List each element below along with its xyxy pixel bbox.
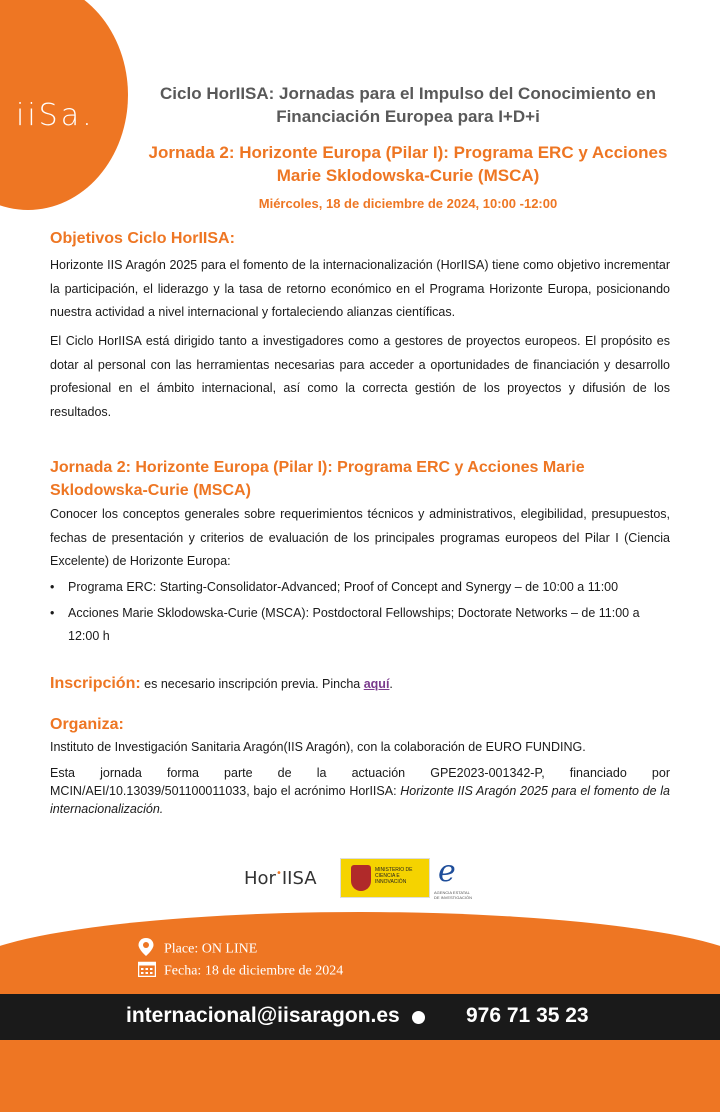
agencia-logo (434, 856, 474, 900)
separator-dot (412, 1011, 425, 1024)
objetivos-title: Objetivos Ciclo HorIISA: (50, 230, 235, 247)
iisa-logo: iiSa. (16, 98, 95, 133)
inscripcion-text: es necesario inscripción previa. Pincha (140, 677, 364, 691)
program-list (50, 576, 670, 651)
fecha-row (138, 961, 343, 982)
calendar-icon (138, 961, 156, 982)
inscripcion-end: . (389, 677, 393, 691)
program-item-erc: • Programa ERC: Starting-Consolidator-Advanced; Proof of Concept and Synergy – de 10:00 a 11:00 (50, 576, 670, 600)
event-date: Miércoles, 18 de diciembre de 2024, 10:00 -12:00 (258, 196, 558, 211)
horiisa-logo: Hor•IISA (244, 868, 317, 889)
ministry-label: MINISTERIO DE CIENCIA E INNOVACIÓN (375, 867, 413, 885)
jornada-intro: Conocer los conceptos generales sobre requerimientos técnicos y administrativos, elegibilidad, presupuestos, fechas de presentación y criterios de evaluación de los principales programas europeos del Pilar I (Ciencia Excelente) de Horizonte Europa: (50, 507, 670, 568)
contact-phone[interactable]: 976 71 35 23 (466, 1004, 589, 1027)
objetivos-paragraph-2: El Ciclo HorIISA está dirigido tanto a investigadores como a gestores de proyectos europeos. El propósito es dotar al personal con las herramientas necesarias para acceder a oportunidades de financiación y desarrollo profesional en el ámbito internacional, así como la correcta gestión de los proyectos y difusión de los resultados. (50, 334, 670, 419)
jornada-title: Jornada 2: Horizonte Europa (Pilar I): Programa ERC y Acciones Marie Sklodowska-Curie (MSCA) (50, 459, 585, 499)
organiza-funding-italic: Horizonte IIS Aragón 2025 para el fomento de la internacionalización. (50, 784, 670, 816)
location-pin-icon (138, 938, 156, 961)
inscripcion-label: Inscripción: (50, 675, 141, 692)
contact-email[interactable]: internacional@iisaragon.es (126, 1004, 400, 1027)
inscripcion-row (50, 675, 670, 693)
page-title: Ciclo HorIISA: Jornadas para el Impulso del Conocimiento en Financiación Europea para I+D+i (160, 84, 656, 126)
place-text: Place: ON LINE (164, 941, 258, 957)
agencia-label: AGENCIA ESTATAL DE INVESTIGACIÓN (434, 890, 473, 900)
agencia-letter: e (438, 854, 456, 889)
page-subtitle: Jornada 2: Horizonte Europa (Pilar I): Programa ERC y Acciones Marie Sklodowska-Curie (MSCA) (148, 143, 668, 185)
inscripcion-link[interactable]: aquí (363, 677, 390, 691)
organiza-funding-text: Esta jornada forma parte de la actuación GPE2023-001342-P, financiado por MCIN/AEI/10.13039/501100011033, bajo el acrónimo HorIISA: (50, 766, 670, 798)
organiza-paragraph-1: Instituto de Investigación Sanitaria Aragón(IIS Aragón), con la colaboración de EURO FUNDING. (50, 740, 586, 754)
place-row (138, 938, 257, 961)
objetivos-paragraph-1: Horizonte IIS Aragón 2025 para el fomento de la internacionalización (HorIISA) tiene como objetivo incrementar la participación, el liderazgo y la tasa de retorno económico en el Programa Horizonte Europa, posicionando nuestra actividad a nivel internacional y fortaleciendo alianzas científicas. (50, 258, 670, 319)
fecha-text: Fecha: 18 de diciembre de 2024 (164, 963, 344, 979)
organiza-title: Organiza: (50, 716, 124, 733)
sponsor-logos (244, 856, 484, 900)
spain-shield-icon (351, 865, 371, 891)
ministry-logo (340, 858, 430, 898)
organiza-paragraph-2 (50, 764, 670, 818)
program-item-msca: • Acciones Marie Sklodowska-Curie (MSCA): Postdoctoral Fellowships; Doctorate Networks – de 11:00 a 12:00 h (50, 602, 670, 649)
